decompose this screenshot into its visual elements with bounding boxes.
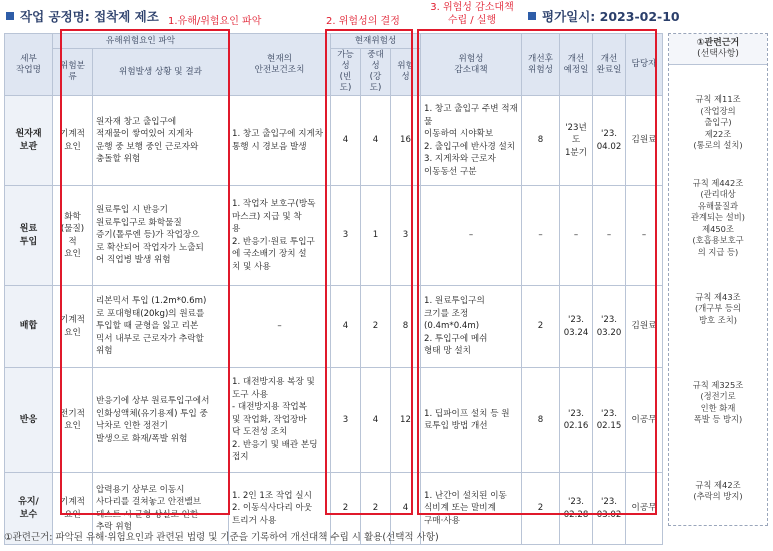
related-basis-panel <box>668 33 768 526</box>
row-severity: 4 <box>361 96 391 186</box>
row-work-name: 원료 투입 <box>5 186 53 286</box>
row-current-measures: 1. 대전방지용 복장 및 도구 사용 - 대전방지용 작업복 및 작업화, 작업장바 닥 도전성 조치 2. 반응기 및 배관 본딩 접지 <box>229 368 331 473</box>
header-risk: 위험성 <box>391 49 421 96</box>
header-completed-date: 개선 완료일 <box>593 34 626 96</box>
row-severity: 4 <box>361 368 391 473</box>
row-work-name: 유지/ 보수 <box>5 473 53 545</box>
row-likelihood: 4 <box>331 286 361 368</box>
row-post-risk: – <box>522 186 560 286</box>
hazard-identification-highlight <box>60 29 230 515</box>
row-likelihood: 3 <box>331 368 361 473</box>
row-current-measures: – <box>229 286 331 368</box>
row-hazard-situation: 반응기에 상부 원료투입구에서 인화성액체(유기용제) 투입 중 낙차로 인한 정전기 발생으로 화재/폭발 위험 <box>93 368 229 473</box>
row-hazard-situation: 리본믹서 투입 (1.2m*0.6m) 로 포대형태(20kg)의 원료를 투입할 때 균형을 잃고 리본 믹서 내부로 근로자가 추락할 위험 <box>93 286 229 368</box>
row-work-name: 원자재 보관 <box>5 96 53 186</box>
header-severity: 중대성 (강도) <box>361 49 391 96</box>
evaluation-date-text: 평가일시: 2023-02-10 <box>542 9 680 24</box>
header-hazard-group: 유해위험요인 파악 <box>53 34 229 49</box>
risk-determination-highlight <box>325 29 413 515</box>
row-severity: 2 <box>361 473 391 545</box>
row-completed-date: '23. 03.02 <box>593 473 626 545</box>
header-current-measures: 현재의 안전보건조치 <box>229 34 331 96</box>
related-basis-cell: 규칙 제42조 (추락의 방지) <box>693 479 743 501</box>
footnote: ①관련근거: 파악된 유해·위험요인과 관련된 법령 및 기준을 기록하여 개선대책 수립 시 활용(선택적 사항) <box>4 532 439 543</box>
row-likelihood: 4 <box>331 96 361 186</box>
row-work-name: 배합 <box>5 286 53 368</box>
row-likelihood: 2 <box>331 473 361 545</box>
related-basis-cell: 규칙 제325조 (정전기로 인한 화재 폭발 등 방지) <box>692 379 744 424</box>
row-hazard-situation: 원자재 창고 출입구에 적재물이 쌓여있어 지게차 운행 중 보행 중인 근로자와 충돌할 위험 <box>93 96 229 186</box>
row-hazard-class: 기계적 요인 <box>53 96 93 186</box>
related-basis-cell: 규칙 제442조 (관리대상 유해물질과 관계되는 설비) 제450조 (호흡용보호구 의 지급 등) <box>691 177 745 257</box>
row-planned-date: '23. 02.16 <box>560 368 593 473</box>
row-planned-date: '23. 03.24 <box>560 286 593 368</box>
row-planned-date: – <box>560 186 593 286</box>
risk-reduction-highlight <box>417 29 657 515</box>
annotation-risk-reduction-line1: 3. 위험성 감소대책 <box>430 2 514 13</box>
row-reduction: 1. 딥파이프 설치 등 원 료투입 방법 개선 <box>421 368 522 473</box>
header-reduction: 위험성 감소대책 <box>421 34 522 96</box>
evaluation-date-header <box>528 5 680 27</box>
row-completed-date: '23. 02.15 <box>593 368 626 473</box>
related-basis-subtitle: (선택사항) <box>697 49 739 59</box>
row-likelihood: 3 <box>331 186 361 286</box>
related-basis-cell: 규칙 제43조 (개구부 등의 방호 조치) <box>695 291 741 325</box>
row-post-risk: 2 <box>522 286 560 368</box>
related-basis-title: ①관련근거 <box>696 38 740 48</box>
row-severity: 2 <box>361 286 391 368</box>
row-risk: 3 <box>391 186 421 286</box>
related-basis-cell: 규칙 제11조 (작업장의 출입구) 제22조 (통로의 설치) <box>693 94 743 151</box>
row-owner: 이공무 <box>626 368 663 473</box>
row-owner: 김원료 <box>626 96 663 186</box>
annotation-risk-determination: 2. 위험성의 결정 <box>326 16 400 27</box>
row-risk: 4 <box>391 473 421 545</box>
annotation-risk-reduction-line2: 수립 / 실행 <box>447 15 497 26</box>
header-work-name: 세부 작업명 <box>5 34 53 96</box>
row-current-measures: 1. 2인 1조 작업 실시 2. 이동식사다리 아웃 트리거 사용 <box>229 473 331 545</box>
row-post-risk: 8 <box>522 96 560 186</box>
header-hazard-class: 위험분류 <box>53 49 93 96</box>
row-owner: – <box>626 186 663 286</box>
row-hazard-situation: 압력용기 상부로 이동시 사다리를 걸쳐놓고 안전밸브 테스트 시 균형 상실로 인한 추락 위험 <box>93 473 229 545</box>
related-basis-header <box>669 34 767 65</box>
row-owner: 이공무 <box>626 473 663 545</box>
row-risk: 12 <box>391 368 421 473</box>
row-risk: 16 <box>391 96 421 186</box>
bullet-square-icon <box>6 12 14 20</box>
row-completed-date: '23. 04.02 <box>593 96 626 186</box>
annotation-hazard-identification: 1.유해/위험요인 파악 <box>168 16 262 27</box>
row-planned-date: '23. 02.28 <box>560 473 593 545</box>
row-current-measures: 1. 작업자 보호구(방독 마스크) 지급 및 착 용 2. 반응기·원료 투입구 에 국소배기 장치 설 치 및 사용 <box>229 186 331 286</box>
header-post-risk: 개선후 위험성 <box>522 34 560 96</box>
row-hazard-class: 화학 (물질) 적 요인 <box>53 186 93 286</box>
header-likelihood: 가능성 (빈도) <box>331 49 361 96</box>
header-planned-date: 개선 예정일 <box>560 34 593 96</box>
row-hazard-situation: 원료투입 시 반응기 원료투입구로 화학물질 증기(톨루엔 등)가 작업장으 로 확산되어 작업자가 노출되 어 직업병 발생 위험 <box>93 186 229 286</box>
annotation-risk-reduction <box>412 1 532 27</box>
row-hazard-class: 전기적 요인 <box>53 368 93 473</box>
row-reduction: 1. 원료투입구의 크기를 조정 (0.4m*0.4m) 2. 투입구에 메쉬 형태 망 설치 <box>421 286 522 368</box>
row-work-name: 반응 <box>5 368 53 473</box>
row-owner: 김원료 <box>626 286 663 368</box>
row-hazard-class: 기계적 요인 <box>53 286 93 368</box>
row-current-measures: 1. 창고 출입구에 지게차 통행 시 경보음 발생 <box>229 96 331 186</box>
row-post-risk: 8 <box>522 368 560 473</box>
row-reduction: 1. 난간이 설치된 이동 식비계 또는 말비계 구매·사용 <box>421 473 522 545</box>
header-risk-group: 현재위험성 <box>331 34 421 49</box>
row-risk: 8 <box>391 286 421 368</box>
process-name-header <box>6 5 159 27</box>
row-severity: 1 <box>361 186 391 286</box>
row-planned-date: '23년도 1분기 <box>560 96 593 186</box>
row-hazard-class: 기계적 요인 <box>53 473 93 545</box>
row-post-risk: 2 <box>522 473 560 545</box>
process-name-text: 작업 공정명: 접착제 제조 <box>20 9 159 24</box>
row-completed-date: '23. 03.20 <box>593 286 626 368</box>
row-completed-date: – <box>593 186 626 286</box>
header-owner: 담당자 <box>626 34 663 96</box>
row-reduction: – <box>421 186 522 286</box>
row-reduction: 1. 창고 출입구 주변 적재물 이동하여 시야확보 2. 출입구에 반사경 설치 3. 지게차와 근로자 이동동선 구분 <box>421 96 522 186</box>
header-hazard-situation: 위험발생 상황 및 결과 <box>93 49 229 96</box>
